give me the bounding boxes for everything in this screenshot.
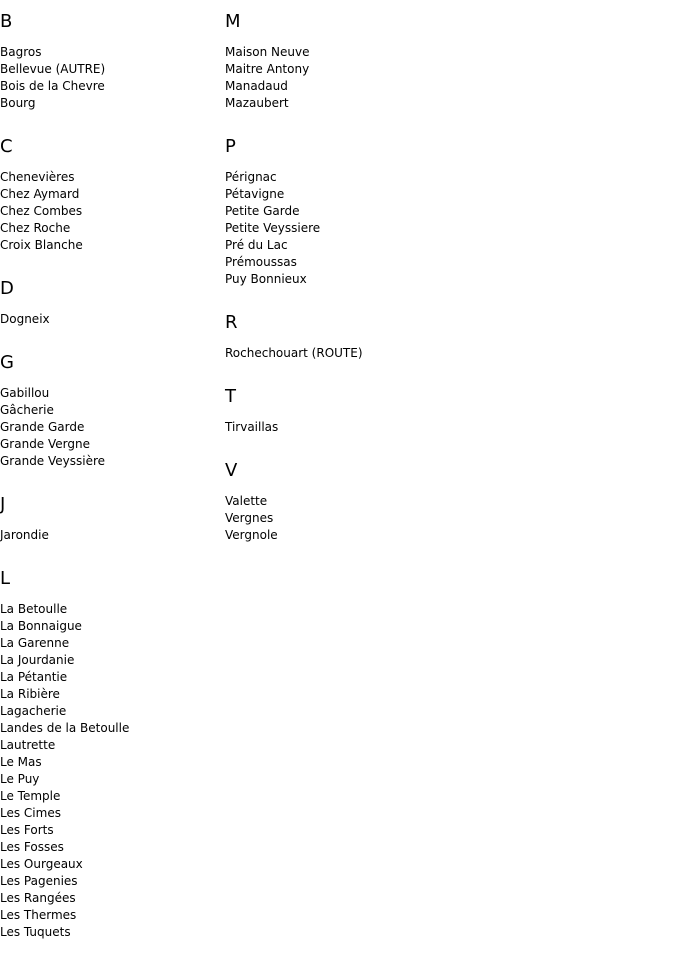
place-link-la-ribiere[interactable]: La Ribière	[0, 687, 60, 701]
letter-group-l	[0, 557, 225, 954]
list-item	[0, 220, 225, 237]
place-link-croix-blanche[interactable]: Croix Blanche	[0, 238, 83, 252]
place-link-la-bonnaigue[interactable]: La Bonnaigue	[0, 619, 82, 633]
letter-group-p	[225, 125, 525, 301]
list-item	[0, 856, 225, 873]
left-column	[0, 0, 225, 954]
list-item	[0, 737, 225, 754]
place-list	[225, 332, 525, 375]
list-item	[0, 385, 225, 402]
list-item	[0, 635, 225, 652]
list-item	[0, 601, 225, 618]
place-link-gabillou[interactable]: Gabillou	[0, 386, 50, 400]
list-item	[0, 61, 225, 78]
list-item	[0, 788, 225, 805]
place-link-gacherie[interactable]: Gâcherie	[0, 403, 54, 417]
place-list	[225, 406, 525, 449]
letter-group-v	[225, 449, 525, 557]
list-item	[0, 703, 225, 720]
place-list	[225, 156, 525, 301]
letter-group-t	[225, 375, 525, 449]
place-link-vergnes[interactable]: Vergnes	[225, 511, 274, 525]
place-link-chez-roche[interactable]: Chez Roche	[0, 221, 71, 235]
list-item	[0, 527, 225, 544]
place-link-lagacherie[interactable]: Lagacherie	[0, 704, 67, 718]
place-link-perignac[interactable]: Pérignac	[225, 170, 277, 184]
place-list	[0, 372, 225, 483]
list-item	[225, 203, 525, 220]
place-link-bagros[interactable]: Bagros	[0, 45, 42, 59]
place-link-les-tuquets[interactable]: Les Tuquets	[0, 925, 71, 939]
list-item	[0, 203, 225, 220]
place-link-petavigne[interactable]: Pétavigne	[225, 187, 285, 201]
list-item	[225, 271, 525, 288]
place-link-rochechouart-route[interactable]: Rochechouart (ROUTE)	[225, 346, 363, 360]
letter-heading: V	[225, 460, 238, 481]
place-link-les-fosses[interactable]: Les Fosses	[0, 840, 64, 854]
list-item	[0, 686, 225, 703]
list-item	[225, 345, 525, 362]
list-item	[0, 453, 225, 470]
place-link-vergnole[interactable]: Vergnole	[225, 528, 278, 542]
place-link-landes-de-la-betoulle[interactable]: Landes de la Betoulle	[0, 721, 130, 735]
list-item	[0, 311, 225, 328]
place-list	[0, 31, 225, 125]
list-item	[225, 186, 525, 203]
letter-heading: D	[0, 278, 14, 299]
list-item	[225, 95, 525, 112]
letter-heading: B	[0, 11, 13, 32]
list-item	[0, 402, 225, 419]
list-item	[0, 720, 225, 737]
place-link-valette[interactable]: Valette	[225, 494, 268, 508]
list-item	[0, 805, 225, 822]
letter-heading: T	[225, 386, 236, 407]
place-list	[225, 480, 525, 557]
list-item	[0, 669, 225, 686]
list-item	[225, 61, 525, 78]
place-link-premoussas[interactable]: Prémoussas	[225, 255, 297, 269]
list-item	[225, 169, 525, 186]
place-link-petite-veyssiere[interactable]: Petite Veyssiere	[225, 221, 321, 235]
place-link-la-betoulle[interactable]: La Betoulle	[0, 602, 68, 616]
list-item	[0, 652, 225, 669]
place-link-grande-vergne[interactable]: Grande Vergne	[0, 437, 90, 451]
place-link-puy-bonnieux[interactable]: Puy Bonnieux	[225, 272, 307, 286]
list-item	[0, 237, 225, 254]
letter-group-m	[225, 0, 525, 125]
list-item	[0, 873, 225, 890]
list-item	[225, 493, 525, 510]
list-item	[0, 436, 225, 453]
letter-group-b	[0, 0, 225, 125]
list-item	[0, 618, 225, 635]
list-item	[225, 78, 525, 95]
place-link-les-ourgeaux[interactable]: Les Ourgeaux	[0, 857, 83, 871]
letter-heading: M	[225, 11, 241, 32]
place-link-le-temple[interactable]: Le Temple	[0, 789, 61, 803]
list-item	[225, 510, 525, 527]
place-link-les-cimes[interactable]: Les Cimes	[0, 806, 61, 820]
list-item	[0, 822, 225, 839]
place-link-mazaubert[interactable]: Mazaubert	[225, 96, 289, 110]
place-link-lautrette[interactable]: Lautrette	[0, 738, 56, 752]
place-link-bellevue-autre[interactable]: Bellevue (AUTRE)	[0, 62, 106, 76]
list-item	[225, 44, 525, 61]
right-column	[225, 0, 525, 557]
place-link-manadaud[interactable]: Manadaud	[225, 79, 288, 93]
place-list	[0, 588, 225, 954]
list-item	[0, 169, 225, 186]
place-link-chenevieres[interactable]: Chenevières	[0, 170, 75, 184]
list-item	[0, 890, 225, 907]
place-link-bourg[interactable]: Bourg	[0, 96, 36, 110]
letter-heading: C	[0, 136, 13, 157]
list-item	[0, 419, 225, 436]
letter-heading: R	[225, 312, 238, 333]
list-item	[0, 839, 225, 856]
place-link-chez-combes[interactable]: Chez Combes	[0, 204, 83, 218]
place-link-maitre-antony[interactable]: Maitre Antony	[225, 62, 310, 76]
place-link-les-thermes[interactable]: Les Thermes	[0, 908, 77, 922]
place-link-bois-de-la-chevre[interactable]: Bois de la Chevre	[0, 79, 105, 93]
place-link-la-jourdanie[interactable]: La Jourdanie	[0, 653, 75, 667]
place-list	[0, 514, 225, 557]
place-link-les-forts[interactable]: Les Forts	[0, 823, 54, 837]
list-item	[0, 95, 225, 112]
letter-group-d	[0, 267, 225, 341]
place-link-la-petantie[interactable]: La Pétantie	[0, 670, 68, 684]
list-item	[0, 78, 225, 95]
letter-heading: G	[0, 352, 14, 373]
place-link-les-pagenies[interactable]: Les Pagenies	[0, 874, 78, 888]
place-link-les-rangees[interactable]: Les Rangées	[0, 891, 76, 905]
letter-group-c	[0, 125, 225, 267]
list-item	[225, 419, 525, 436]
list-item	[0, 771, 225, 788]
list-item	[225, 527, 525, 544]
place-link-dogneix[interactable]: Dogneix	[0, 312, 50, 326]
list-item	[0, 924, 225, 941]
place-link-maison-neuve[interactable]: Maison Neuve	[225, 45, 310, 59]
place-link-le-puy[interactable]: Le Puy	[0, 772, 40, 786]
place-link-grande-veyssiere[interactable]: Grande Veyssière	[0, 454, 106, 468]
list-item	[0, 44, 225, 61]
place-link-pre-du-lac[interactable]: Pré du Lac	[225, 238, 288, 252]
letter-heading: J	[0, 494, 6, 515]
letter-group-j	[0, 483, 225, 557]
letter-group-g	[0, 341, 225, 483]
list-item	[225, 220, 525, 237]
place-list	[0, 298, 225, 341]
place-link-grande-garde[interactable]: Grande Garde	[0, 420, 85, 434]
list-item	[225, 237, 525, 254]
letter-heading: P	[225, 136, 236, 157]
place-link-chez-aymard[interactable]: Chez Aymard	[0, 187, 80, 201]
list-item	[0, 907, 225, 924]
place-link-tirvaillas[interactable]: Tirvaillas	[225, 420, 279, 434]
place-link-le-mas[interactable]: Le Mas	[0, 755, 42, 769]
place-list	[0, 156, 225, 267]
letter-heading: L	[0, 568, 11, 589]
list-item	[0, 754, 225, 771]
place-link-jarondie[interactable]: Jarondie	[0, 528, 49, 542]
letter-group-r	[225, 301, 525, 375]
list-item	[225, 254, 525, 271]
list-item	[0, 186, 225, 203]
place-list	[225, 31, 525, 125]
place-link-petite-garde[interactable]: Petite Garde	[225, 204, 300, 218]
place-link-la-garenne[interactable]: La Garenne	[0, 636, 70, 650]
